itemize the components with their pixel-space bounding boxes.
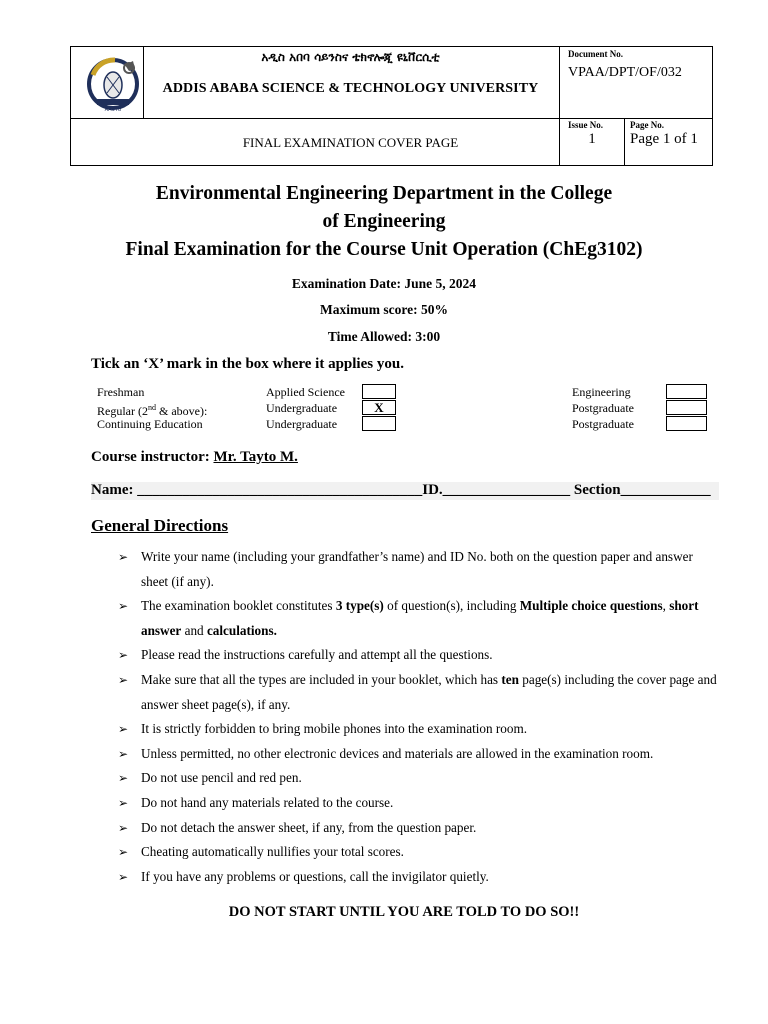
arrow-bullet-icon: ➢ (118, 869, 129, 884)
list-item: ➢ If you have any problems or questions, call the invigilator quietly. (118, 865, 720, 890)
undergraduate-label: Undergraduate (266, 417, 338, 431)
list-item: ➢ Make sure that all the types are included in your booklet, which has ten page(s) including the cover page and answer sheet page(s), if any. (118, 668, 720, 717)
tick-instruction: Tick an ‘X’ mark in the box where it applies you. (91, 356, 404, 372)
regular-label: Regular (2nd & above): (97, 403, 208, 418)
list-item: ➢ Do not detach the answer sheet, if any, from the question paper. (118, 816, 720, 841)
arrow-bullet-icon: ➢ (118, 746, 129, 761)
arrow-bullet-icon: ➢ (118, 722, 129, 737)
document-no-label: Document No. (568, 49, 623, 59)
arrow-bullet-icon: ➢ (118, 672, 129, 687)
list-item: ➢ Do not use pencil and red pen. (118, 766, 720, 791)
list-item: ➢ Do not hand any materials related to the course. (118, 791, 720, 816)
divider (559, 47, 560, 165)
exam-date: Examination Date: June 5, 2024 (291, 276, 477, 291)
arrow-bullet-icon: ➢ (118, 845, 129, 860)
college-title: of Engineering (322, 211, 446, 232)
university-name-amharic: አዲስ አበባ ሳይንስና ቴክኖሎጂ ዩኒቨርሲቲ (261, 50, 440, 64)
issue-no: 1 (588, 131, 596, 147)
svg-text:AASTU: AASTU (104, 107, 122, 113)
continuing-education-label: Continuing Education (97, 417, 203, 431)
time-allowed: Time Allowed: 3:00 (327, 329, 441, 344)
department-title: Environmental Engineering Department in the College (155, 183, 613, 204)
regular-postgraduate-checkbox[interactable] (666, 400, 707, 415)
arrow-bullet-icon: ➢ (118, 599, 129, 614)
max-score: Maximum score: 50% (320, 302, 448, 317)
list-item: ➢ Please read the instructions carefully and attempt all the questions. (118, 643, 720, 668)
arrow-bullet-icon: ➢ (118, 771, 129, 786)
page-no: Page 1 of 1 (630, 131, 698, 147)
directions-list (118, 545, 720, 889)
applied-science-checkbox[interactable] (362, 384, 396, 399)
exam-course-title: Final Examination for the Course Unit Operation (ChEg3102) (125, 239, 643, 260)
document-header-table (70, 46, 713, 166)
issue-no-label: Issue No. (568, 120, 604, 130)
university-logo-icon (85, 55, 141, 113)
list-item: ➢ It is strictly forbidden to bring mobile phones into the examination room. (118, 717, 720, 742)
arrow-bullet-icon: ➢ (118, 550, 129, 564)
list-item: ➢ Unless permitted, no other electronic devices and materials are allowed in the examination room. (118, 742, 720, 767)
document-no: VPAA/DPT/OF/032 (568, 65, 682, 80)
divider (624, 118, 625, 165)
list-item: ➢ Write your name (including your grandfather’s name) and ID No. both on the question paper and answer sheet (if any). (118, 545, 720, 594)
instructor-name: Mr. Tayto M. (213, 449, 298, 465)
arrow-bullet-icon: ➢ (118, 648, 129, 663)
freshman-label: Freshman (97, 385, 145, 399)
applied-science-label: Applied Science (266, 385, 345, 399)
continuing-postgraduate-checkbox[interactable] (666, 416, 707, 431)
list-item: ➢ Cheating automatically nullifies your total scores. (118, 840, 720, 865)
final-warning: DO NOT START UNTIL YOU ARE TOLD TO DO SO!! (228, 904, 580, 920)
general-directions-heading: General Directions (91, 516, 229, 535)
engineering-checkbox[interactable] (666, 384, 707, 399)
page-no-label: Page No. (630, 120, 664, 130)
postgraduate-label: Postgraduate (572, 417, 634, 431)
undergraduate-label: Undergraduate (266, 401, 338, 415)
arrow-bullet-icon: ➢ (118, 795, 129, 810)
postgraduate-label: Postgraduate (572, 401, 634, 415)
divider (71, 118, 712, 119)
university-name: ADDIS ABABA SCIENCE & TECHNOLOGY UNIVERSITY (162, 81, 539, 96)
arrow-bullet-icon: ➢ (118, 820, 129, 835)
cover-page-title: FINAL EXAMINATION COVER PAGE (242, 135, 459, 150)
regular-undergraduate-checkbox[interactable]: X (362, 400, 396, 415)
course-instructor: Course instructor: Mr. Tayto M. (91, 449, 298, 465)
list-item: ➢ The examination booklet constitutes 3 type(s) of question(s), including Multiple choice questions, short answer and calculations. (118, 594, 720, 643)
continuing-undergraduate-checkbox[interactable] (362, 416, 396, 431)
engineering-label: Engineering (572, 385, 631, 399)
student-info-line[interactable]: Name: ______________________________________ID._________________ Section____________ (91, 482, 719, 500)
